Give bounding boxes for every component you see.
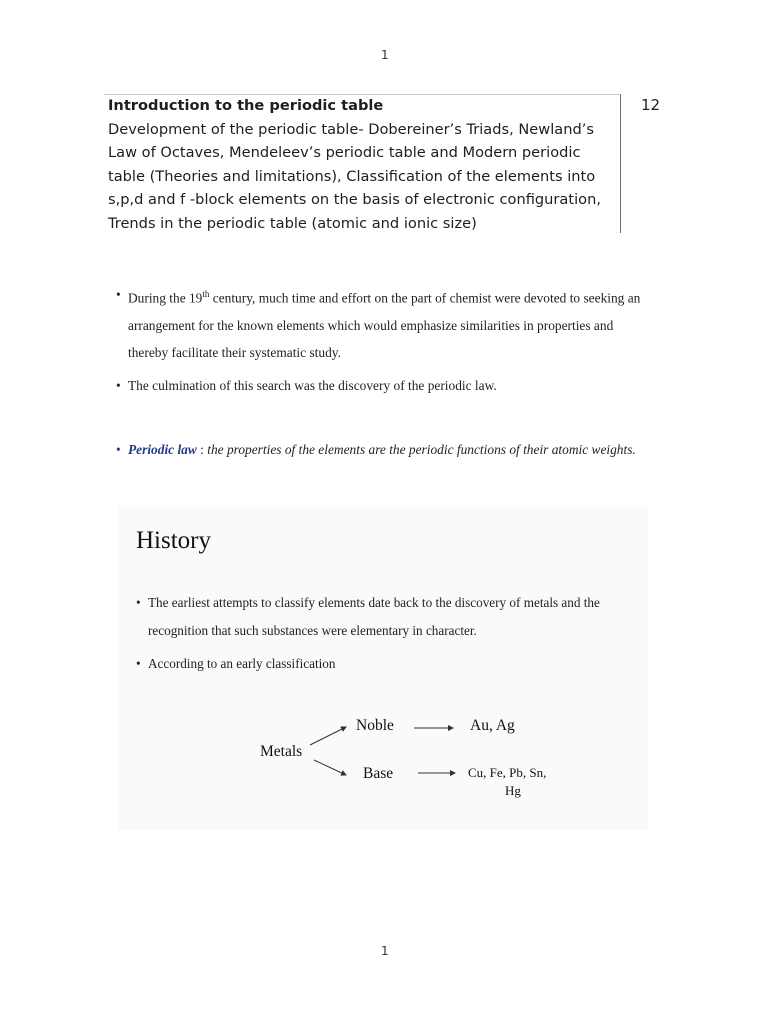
bullet-text: During the 19 (128, 290, 203, 306)
diagram-root-metals: Metals (260, 743, 303, 760)
diagram-base-examples-line1: Cu, Fe, Pb, Sn, (468, 765, 547, 780)
header-title: Introduction to the periodic table (108, 97, 384, 114)
header-body: Development of the periodic table- Dobereiner’s Triads, Newland’s Law of Octaves, Mendeleev’s periodic table and Modern periodic table (Theories and limitations), Classification of the elements into s,p,d and f -block elements on the basis of electronic configuration, Trends in the periodic table (atomic and ionic size) (108, 120, 601, 232)
arrow-metals-to-noble (310, 727, 346, 745)
page-number-bottom: 1 (381, 944, 389, 958)
page-number-top: 1 (381, 48, 389, 62)
periodic-law-definition: the properties of the elements are the periodic functions of their atomic weights. (207, 442, 636, 457)
history-heading: History (136, 527, 211, 554)
intro-bullet-2: • The culmination of this search was the discovery of the periodic law. (116, 372, 646, 400)
arrow-metals-to-base (314, 760, 346, 775)
periodic-law-term: Periodic law (128, 442, 197, 457)
history-bullet-1: • The earliest attempts to classify elements date back to the discovery of metals and the recognition that such substances were elementary in character. (136, 589, 641, 644)
diagram-node-base: Base (363, 765, 394, 782)
periodic-law-separator: : (196, 442, 208, 457)
bullet-text: century, much time and effort on the part of chemist were devoted to seeking an arrangement for the known elements which would emphasize similarities in properties and thereby facilitate their systematic study. (128, 290, 641, 361)
bullet-superscript: th (202, 289, 210, 299)
diagram-noble-examples: Au, Ag (470, 717, 515, 734)
header-count: 12 (641, 96, 661, 114)
diagram-base-examples-line2: Hg (505, 783, 521, 798)
history-bullet-2: • According to an early classification (136, 650, 641, 678)
diagram-node-noble: Noble (356, 717, 394, 734)
